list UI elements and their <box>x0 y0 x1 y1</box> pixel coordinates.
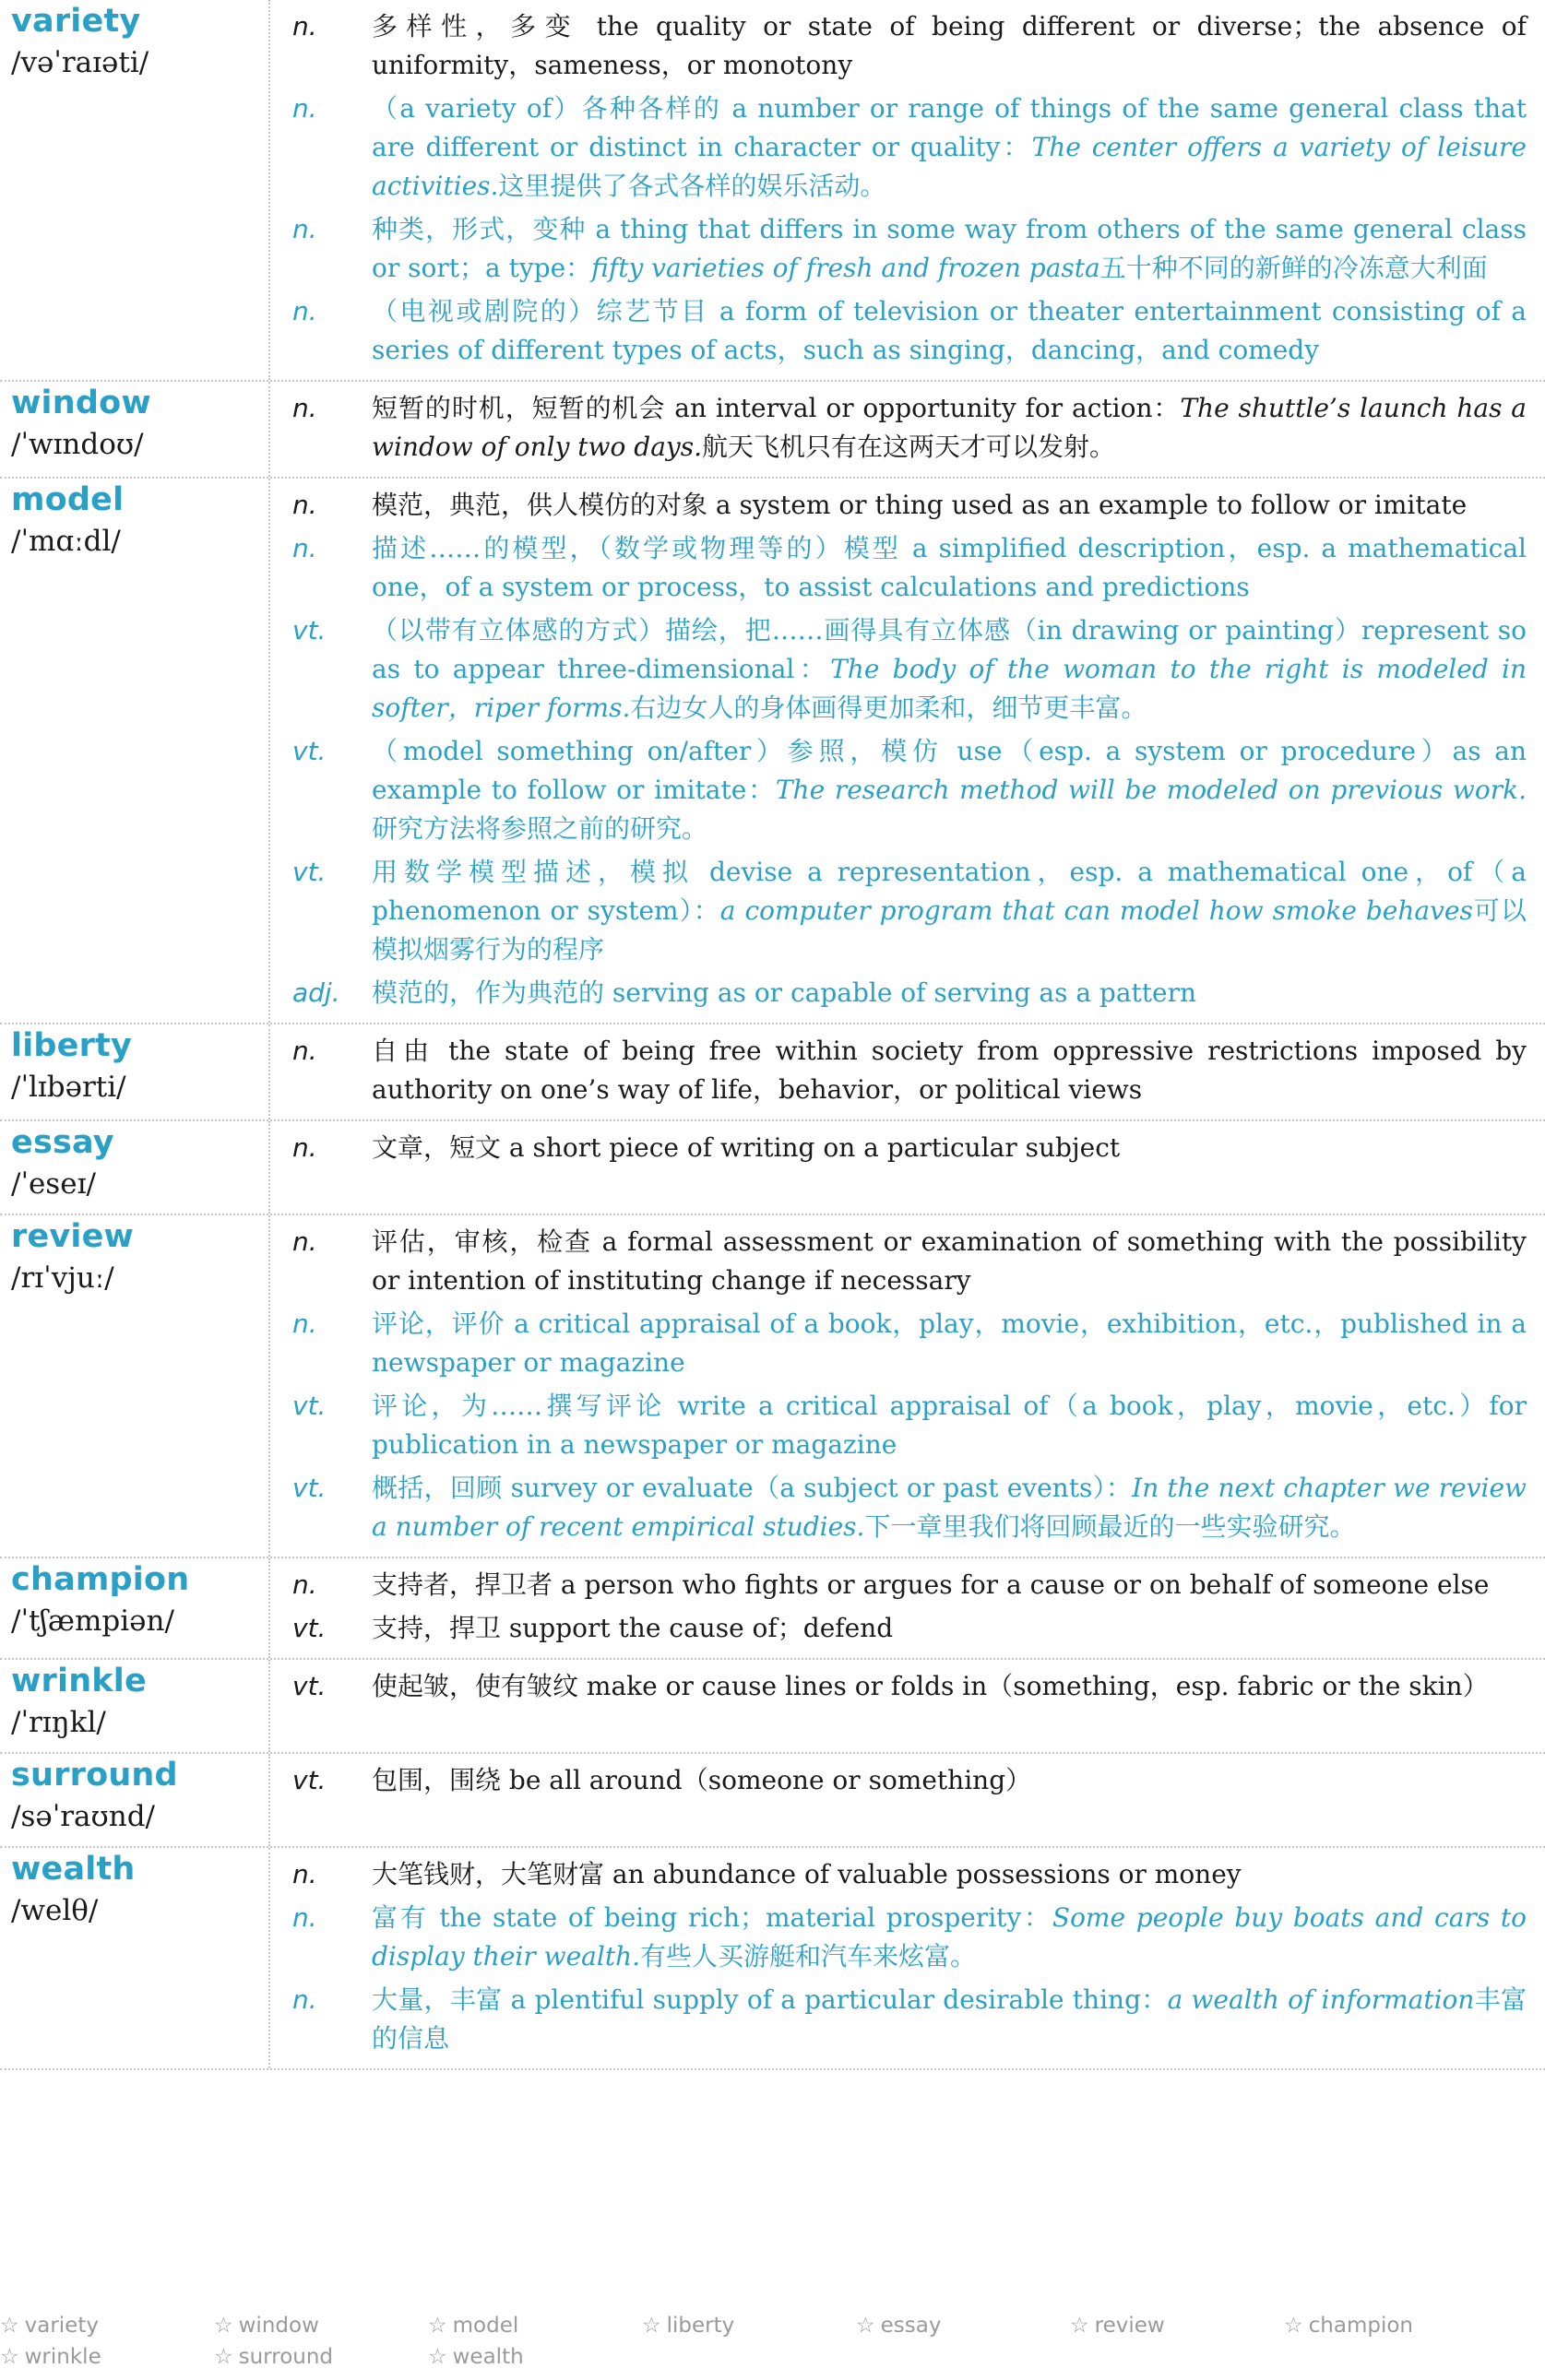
headword: champion <box>11 1561 190 1598</box>
example-translation: 可以模拟烟雾行为的程序 <box>372 895 1527 965</box>
sense <box>279 1899 1527 1976</box>
sense <box>279 1129 1527 1167</box>
definition-text: （model something on/after）参照，模仿 use（esp. a system or procedure）as an example to follow or imitate： <box>372 736 1527 805</box>
senses-column <box>270 1754 1545 1846</box>
definition-text: 大量，丰富 a plentiful supply of a particular desirable thing： <box>372 1984 1168 2015</box>
definition-text: 种类，形式，变种 a thing that differs in some way from others of the same general class or sort；a type： <box>372 214 1527 283</box>
phonetic: /ˈwɪndoʊ/ <box>11 428 144 461</box>
definition-text: 用数学模型描述，模拟 devise a representation，esp. a mathematical one，of（a phenomenon or system）： <box>372 857 1527 926</box>
index-item <box>214 2310 428 2341</box>
headword: wealth <box>11 1851 136 1888</box>
part-of-speech: n. <box>292 1226 317 1257</box>
definition-text: 模范，典范，供人模仿的对象 a system or thing used as an example to follow or imitate <box>372 490 1468 520</box>
senses-column <box>270 1848 1545 2068</box>
headword-column <box>0 1558 270 1658</box>
headword-column <box>0 479 270 1023</box>
star-icon: ☆ <box>428 2314 447 2338</box>
definition-text: （电视或剧院的）综艺节目 a form of television or theater entertainment consisting of a series of different types of acts，such as singing，dancing，and comedy <box>372 296 1527 365</box>
index-item <box>856 2310 1070 2341</box>
phonetic: /səˈraʊnd/ <box>11 1800 155 1833</box>
definition <box>372 89 1527 206</box>
index-word: model <box>452 2314 519 2338</box>
headword: wrinkle <box>11 1663 147 1699</box>
index-word: liberty <box>666 2314 735 2338</box>
part-of-speech: vt. <box>292 736 327 766</box>
sense <box>279 1566 1527 1604</box>
part-of-speech: vt. <box>292 615 327 645</box>
part-of-speech: n. <box>292 1036 317 1066</box>
index-row <box>0 2310 1545 2341</box>
part-of-speech: n. <box>292 1859 317 1889</box>
star-icon: ☆ <box>856 2314 875 2338</box>
part-of-speech: vt. <box>292 1391 327 1421</box>
sense <box>279 853 1527 969</box>
headword-column <box>0 1754 270 1846</box>
example-translation: 研究方法将参照之前的研究。 <box>372 813 708 844</box>
sense <box>279 89 1527 206</box>
sense <box>279 529 1527 607</box>
example-translation: 五十种不同的新鲜的冷冻意大利面 <box>1099 253 1488 283</box>
sense <box>279 1761 1527 1800</box>
definition <box>372 529 1527 607</box>
example-sentence: a computer program that can model how smoke behaves <box>719 895 1473 926</box>
headword-column <box>0 0 270 380</box>
sense <box>279 611 1527 728</box>
index-word: essay <box>880 2314 942 2338</box>
definition-text: 富有 the state of being rich；material prosperity： <box>372 1902 1052 1933</box>
definition <box>372 853 1527 969</box>
example-translation: 右边女人的身体画得更加柔和，细节更丰富。 <box>630 693 1147 723</box>
entry-liberty <box>0 1023 1545 1119</box>
definition-text: 短暂的时机，短暂的机会 an interval or opportunity for action： <box>372 393 1181 423</box>
definition-text: 文章，短文 a short piece of writing on a particular subject <box>372 1132 1121 1163</box>
index-row <box>0 2341 1545 2373</box>
definition-text: 描述……的模型，（数学或物理等的）模型 a simplified description，esp. a mathematical one，of a system or process，to assist calculations and predictions <box>372 533 1527 602</box>
part-of-speech: n. <box>292 93 317 124</box>
definition <box>372 1032 1527 1109</box>
entry-essay <box>0 1119 1545 1214</box>
sense <box>279 1387 1527 1464</box>
definition <box>372 611 1527 728</box>
headword-column <box>0 1660 270 1752</box>
headword: essay <box>11 1124 114 1161</box>
part-of-speech: vt. <box>292 1671 327 1701</box>
entry-wrinkle <box>0 1658 1545 1752</box>
definition <box>372 1566 1527 1604</box>
index-word: wrinkle <box>24 2345 101 2369</box>
definition <box>372 1899 1527 1976</box>
index-word: surround <box>238 2345 334 2369</box>
sense <box>279 292 1527 370</box>
definition <box>372 974 1527 1012</box>
phonetic: /rɪˈvjuː/ <box>11 1261 114 1295</box>
example-translation: 丰富的信息 <box>372 1984 1527 2054</box>
definition-text: （a variety of）各种各样的 a number or range of things of the same general class that are different or distinct in character or quality： <box>372 93 1527 162</box>
sense <box>279 1469 1527 1546</box>
example-translation: 有些人买游艇和汽车来炫富。 <box>640 1941 977 1971</box>
index-item <box>0 2310 214 2341</box>
sense <box>279 974 1527 1012</box>
definition-text: （以带有立体感的方式）描绘，把……画得具有立体感（in drawing or painting）represent so as to appear three-dimensional： <box>372 615 1527 684</box>
example-sentence: The center offers a variety of leisure activities. <box>372 132 1527 201</box>
definition <box>372 1129 1527 1167</box>
headword: variety <box>11 3 141 40</box>
sense <box>279 7 1527 85</box>
sense <box>279 210 1527 288</box>
definition <box>372 7 1527 85</box>
index-word: wealth <box>452 2345 524 2369</box>
part-of-speech: n. <box>292 1902 317 1933</box>
star-icon: ☆ <box>642 2314 661 2338</box>
word-index <box>0 2310 1545 2373</box>
part-of-speech: adj. <box>292 977 340 1008</box>
entry-champion <box>0 1557 1545 1658</box>
example-sentence: The body of the woman to the right is modeled in softer，riper forms. <box>372 654 1527 723</box>
definition-text: 自由 the state of being free within society from oppressive restrictions imposed by authority on one’s way of life，behavior，or political views <box>372 1036 1527 1105</box>
sense <box>279 1223 1527 1300</box>
part-of-speech: n. <box>292 11 317 41</box>
part-of-speech: n. <box>292 393 317 423</box>
index-item <box>0 2341 214 2373</box>
phonetic: /welθ/ <box>11 1894 99 1927</box>
headword: model <box>11 481 125 518</box>
definition <box>372 292 1527 370</box>
entry-variety <box>0 0 1545 380</box>
example-sentence: The research method will be modeled on previous work. <box>775 775 1527 805</box>
phonetic: /ˈmɑːdl/ <box>11 525 121 558</box>
part-of-speech: vt. <box>292 1765 327 1795</box>
sense <box>279 389 1527 467</box>
phonetic: /ˈeseɪ/ <box>11 1167 96 1201</box>
definition-text: 支持，捍卫 support the cause of；defend <box>372 1613 894 1643</box>
definition <box>372 1305 1527 1382</box>
senses-column <box>270 0 1545 380</box>
headword-column <box>0 1215 270 1557</box>
phonetic: /ˈlɪbərti/ <box>11 1071 126 1104</box>
definition <box>372 1761 1527 1800</box>
entry-review <box>0 1214 1545 1557</box>
definition-text: 评估，审核，检查 a formal assessment or examination of something with the possibility or intention of instituting change if necessary <box>372 1226 1527 1296</box>
example-sentence: fifty varieties of fresh and frozen pasta <box>591 253 1100 283</box>
example-sentence: The shuttle’s launch has a window of only two days. <box>372 393 1527 462</box>
senses-column <box>270 1215 1545 1557</box>
index-word: window <box>238 2314 319 2338</box>
headword-column <box>0 1024 270 1119</box>
headword: surround <box>11 1757 178 1794</box>
part-of-speech: n. <box>292 490 317 520</box>
definition <box>372 389 1527 467</box>
sense <box>279 1305 1527 1382</box>
definition <box>372 1981 1527 2058</box>
definition <box>372 1387 1527 1464</box>
example-sentence: In the next chapter we review a number of recent empirical studies. <box>372 1473 1527 1542</box>
phonetic: /vəˈraɪəti/ <box>11 46 149 79</box>
definition-text: 支持者，捍卫者 a person who fights or argues for a cause or on behalf of someone else <box>372 1569 1490 1600</box>
headword-column <box>0 1848 270 2068</box>
definition-text: 概括，回顾 survey or evaluate（a subject or past events）： <box>372 1473 1133 1503</box>
senses-column <box>270 1024 1545 1119</box>
phonetic: /ˈtʃæmpiən/ <box>11 1604 174 1638</box>
phonetic: /ˈrɪŋkl/ <box>11 1706 106 1739</box>
headword-column <box>0 1121 270 1214</box>
definition-text: 评论，为……撰写评论 write a critical appraisal of（a book，play，movie，etc.）for publication in a newspaper or magazine <box>372 1391 1527 1460</box>
definition <box>372 1469 1527 1546</box>
part-of-speech: n. <box>292 1132 317 1163</box>
headword-column <box>0 382 270 477</box>
part-of-speech: n. <box>292 214 317 244</box>
sense <box>279 486 1527 525</box>
entry-model <box>0 477 1545 1023</box>
definition <box>372 1223 1527 1300</box>
definition <box>372 1609 1527 1648</box>
part-of-speech: n. <box>292 1569 317 1600</box>
index-item <box>214 2341 428 2373</box>
index-item <box>1284 2310 1498 2341</box>
part-of-speech: vt. <box>292 1613 327 1643</box>
definition-text: 使起皱，使有皱纹 make or cause lines or folds in（something，esp. fabric or the skin） <box>372 1671 1489 1701</box>
index-item <box>428 2341 642 2373</box>
definition <box>372 1667 1527 1706</box>
sense <box>279 1667 1527 1706</box>
index-item <box>428 2310 642 2341</box>
definition-text: 包围，围绕 be all around（someone or something） <box>372 1765 1032 1795</box>
part-of-speech: vt. <box>292 857 327 887</box>
star-icon: ☆ <box>214 2345 233 2369</box>
definition-text: 大笔钱财，大笔财富 an abundance of valuable possessions or money <box>372 1859 1242 1889</box>
star-icon: ☆ <box>214 2314 233 2338</box>
part-of-speech: n. <box>292 1984 317 2015</box>
definition <box>372 732 1527 848</box>
example-sentence: a wealth of information <box>1167 1984 1475 2015</box>
sense <box>279 1609 1527 1648</box>
star-icon: ☆ <box>428 2345 447 2369</box>
definition-text: 模范的，作为典范的 serving as or capable of serving as a pattern <box>372 977 1197 1008</box>
definition <box>372 1855 1527 1894</box>
star-icon: ☆ <box>0 2314 19 2338</box>
headword: liberty <box>11 1027 132 1064</box>
senses-column <box>270 479 1545 1023</box>
index-item <box>1070 2310 1284 2341</box>
sense <box>279 1032 1527 1109</box>
senses-column <box>270 1660 1545 1752</box>
index-word: review <box>1094 2314 1165 2338</box>
example-translation: 这里提供了各式各样的娱乐活动。 <box>498 171 886 201</box>
senses-column <box>270 382 1545 477</box>
star-icon: ☆ <box>0 2345 19 2369</box>
part-of-speech: vt. <box>292 1473 327 1503</box>
sense <box>279 1855 1527 1894</box>
senses-column <box>270 1121 1545 1214</box>
sense <box>279 1981 1527 2058</box>
index-word: variety <box>24 2314 99 2338</box>
part-of-speech: n. <box>292 533 317 563</box>
star-icon: ☆ <box>1284 2314 1303 2338</box>
senses-column <box>270 1558 1545 1658</box>
definition-text: 多样性，多变 the quality or state of being different or diverse；the absence of uniformity，sameness，or monotony <box>372 11 1527 80</box>
star-icon: ☆ <box>1070 2314 1089 2338</box>
definition <box>372 486 1527 525</box>
definition-text: 评论，评价 a critical appraisal of a book，play，movie，exhibition，etc.，published in a newspaper or magazine <box>372 1308 1527 1378</box>
entry-window <box>0 380 1545 477</box>
sense <box>279 732 1527 848</box>
example-translation: 航天飞机只有在这两天才可以发射。 <box>701 432 1115 462</box>
example-translation: 下一章里我们将回顾最近的一些实验研究。 <box>864 1511 1356 1542</box>
index-item <box>642 2310 856 2341</box>
example-sentence: Some people buy boats and cars to display their wealth. <box>372 1902 1527 1971</box>
index-word: champion <box>1308 2314 1413 2338</box>
definition <box>372 210 1527 288</box>
part-of-speech: n. <box>292 1308 317 1339</box>
headword: window <box>11 385 151 421</box>
part-of-speech: n. <box>292 296 317 326</box>
entry-wealth <box>0 1846 1545 2070</box>
headword: review <box>11 1218 135 1255</box>
entry-surround <box>0 1752 1545 1846</box>
